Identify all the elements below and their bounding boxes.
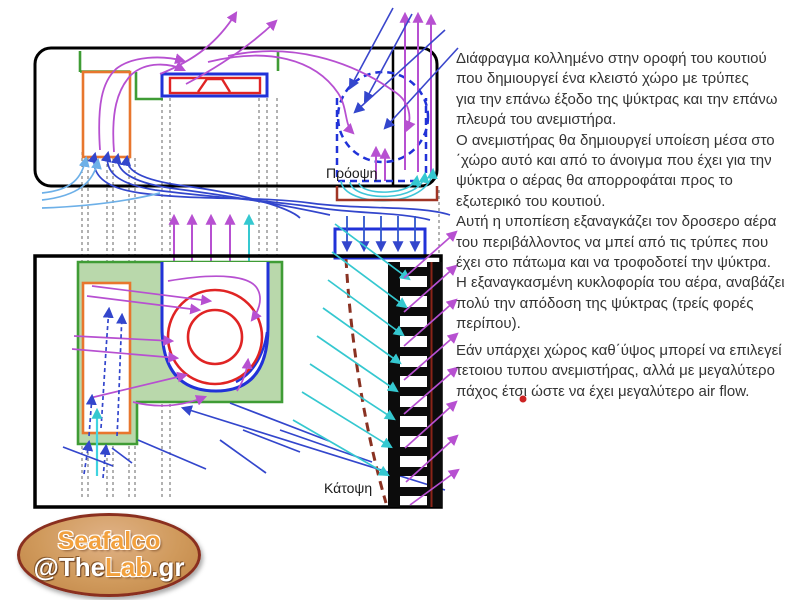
annotation-line: για την επάνω έξοδο της ψύκτρας και την επάνω xyxy=(456,90,778,108)
logo-badge xyxy=(17,513,201,597)
heatsink-bracket-front xyxy=(337,186,437,200)
fan-unit-front xyxy=(162,74,267,96)
annotation-line: εξωτερικό του κουτιού. xyxy=(456,192,606,210)
fan-scroll-housing xyxy=(162,262,268,391)
logo-at-the: @The xyxy=(33,552,106,583)
annotation-line: περίπου). xyxy=(456,315,521,333)
front-view xyxy=(35,8,458,201)
annotation-line: πάχος έτσι ώστε να έχει μεγαλύτερο air flow. xyxy=(456,382,750,400)
annotation-line: του περιβάλλοντος να μπεί από τις τρύπες που xyxy=(456,233,769,251)
duct-top xyxy=(83,283,130,433)
logo-gr: .gr xyxy=(151,552,185,583)
annotation-line: τετοιου τυπου ανεμιστήρας, αλλά με μεγαλύτερο xyxy=(456,362,775,380)
annotation-line: που δημιουργεί ένα κλειστό χώρο με τρύπες xyxy=(456,70,749,88)
annotation-line: Εάν υπάρχει χώρος καθ΄ύψος μπορεί να επιλεγεί xyxy=(456,341,782,359)
logo-name: Seafalco xyxy=(57,526,161,555)
annotation-line: πλευρά του ανεμιστήρα. xyxy=(456,111,617,129)
annotation-line: πολύ την απόδοση της ψύκτρας (τρείς φορές xyxy=(456,294,754,312)
annotation-line: Η εξαναγκασμένη κυκλοφορία του αέρα, αναβάζει xyxy=(456,274,785,292)
annotation-text xyxy=(456,49,800,402)
annotation-line: Αυτή η υποπίεση εξαναγκάζει τον δροσερο αέρα xyxy=(456,213,777,231)
logo-lab: Lab xyxy=(105,552,152,583)
annotation-line: ΄χώρο αυτό και από το άνοιγμα που έχει για την xyxy=(456,152,772,170)
top-view-label: Κάτοψη xyxy=(324,480,373,496)
logo-site xyxy=(33,554,184,581)
side-fan-inlet xyxy=(335,216,425,258)
annotation-line: Ο ανεμιστήρας θα δημιουργεί υποίεση μέσα στο xyxy=(456,131,775,149)
annotation-line: Διάφραγμα κολλημένο στην οροφή του κουτιού xyxy=(456,50,767,67)
annotation-line: έχει στο πάτωμα και να τροφοδοτεί την ψύκτρα. xyxy=(456,254,771,272)
annotation-line: ψύκτρα ο αέρας θα απορροφάται προς το xyxy=(456,172,733,190)
baffle-dashed xyxy=(346,259,386,503)
front-view-label: Πρόοψη xyxy=(326,165,378,181)
heatsink-fins xyxy=(399,267,428,496)
